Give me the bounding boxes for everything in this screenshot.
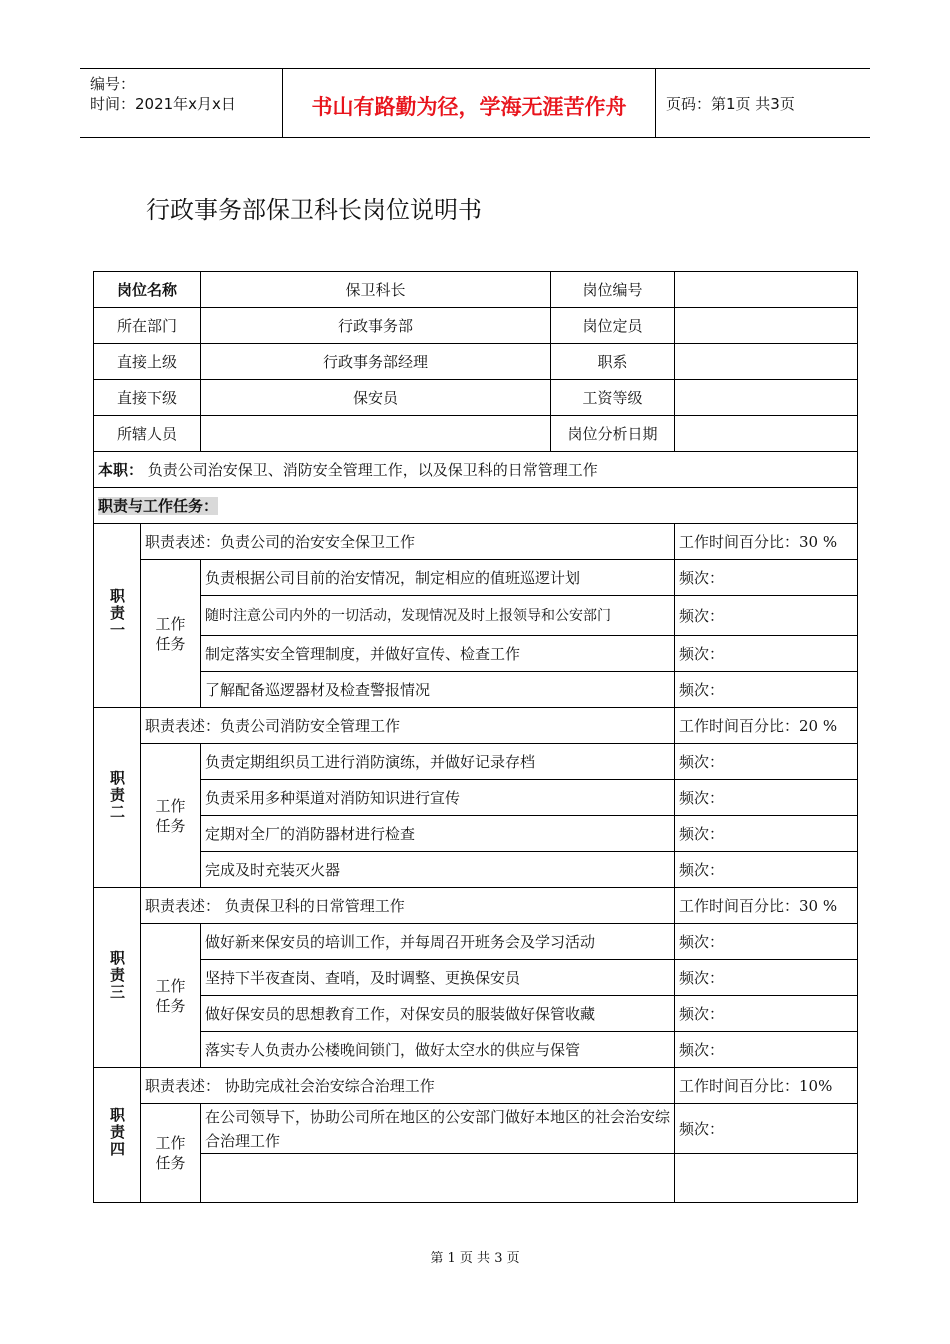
task-text: 在公司领导下，协助公司所在地区的公安部门做好本地区的社会治安综合治理工作: [201, 1104, 675, 1154]
task-text: [201, 1154, 675, 1203]
task-frequency-empty: [675, 1154, 858, 1203]
task-label: [141, 560, 201, 708]
info-row: [94, 416, 858, 452]
task-label: [141, 924, 201, 1068]
info-value: [675, 416, 858, 452]
task-row: [94, 780, 858, 816]
task-label-text: 工作任务: [155, 796, 186, 835]
info-key: 岗位分析日期: [551, 416, 675, 452]
task-frequency: 频次：: [675, 636, 858, 672]
resp-label: [94, 888, 141, 1068]
task-frequency: 频次：: [675, 780, 858, 816]
responsibilities-header-row: [94, 488, 858, 524]
page-title: 行政事务部保卫科长岗位说明书: [146, 196, 482, 224]
main-duty-text: 负责公司治安保卫、消防安全管理工作，以及保卫科的日常管理工作: [147, 461, 598, 479]
task-text: 做好新来保安员的培训工作，并每周召开班务会及学习活动: [201, 924, 675, 960]
resp-desc: 职责表述：负责公司消防安全管理工作: [141, 708, 675, 744]
task-row: [94, 1154, 858, 1203]
resp-label-text: 职责四: [108, 1107, 126, 1158]
task-frequency: 频次：: [675, 744, 858, 780]
info-value: [675, 308, 858, 344]
task-text: 落实专人负责办公楼晚间锁门，做好太空水的供应与保管: [201, 1032, 675, 1068]
resp-label-text: 职责三: [108, 949, 126, 1001]
task-text: 做好保安员的思想教育工作，对保安员的服装做好保管收藏: [201, 996, 675, 1032]
info-row: [94, 272, 858, 308]
task-label-text: 工作任务: [155, 614, 186, 653]
info-row: [94, 380, 858, 416]
task-text: 制定落实安全管理制度，并做好宣传、检查工作: [201, 636, 675, 672]
document-header: [80, 68, 870, 138]
task-frequency: 频次：: [675, 852, 858, 888]
task-row: [94, 816, 858, 852]
header-motto-cell: [283, 69, 656, 137]
task-frequency: 频次：: [675, 596, 858, 636]
info-key: 直接上级: [94, 344, 201, 380]
task-row: [94, 852, 858, 888]
task-text: 负责根据公司目前的治安情况，制定相应的值班巡逻计划: [201, 560, 675, 596]
task-row: [94, 560, 858, 596]
info-value: [675, 344, 858, 380]
resp-label: [94, 708, 141, 888]
resp-desc: 职责表述： 协助完成社会治安综合治理工作: [141, 1068, 675, 1104]
main-duty-cell: [94, 452, 858, 488]
page-footer: 第 1 页 共 3 页: [430, 1251, 520, 1266]
info-value: 保安员: [201, 380, 551, 416]
task-row: [94, 1032, 858, 1068]
resp-percent: 工作时间百分比：30 %: [675, 524, 858, 560]
info-key: 所辖人员: [94, 416, 201, 452]
code-label: 编号：: [90, 75, 136, 93]
time-label: 时间：2021年x月x日: [90, 95, 236, 113]
job-description-table: [93, 271, 858, 1203]
page-label: 页码：第1页 共3页: [666, 95, 795, 113]
task-row: [94, 672, 858, 708]
info-value: [201, 416, 551, 452]
info-key: 岗位定员: [551, 308, 675, 344]
info-key: 工资等级: [551, 380, 675, 416]
responsibilities-title: 职责与工作任务：: [98, 497, 219, 515]
info-key: 所在部门: [94, 308, 201, 344]
resp-desc: 职责表述：负责公司的治安安全保卫工作: [141, 524, 675, 560]
task-frequency: 频次：: [675, 996, 858, 1032]
task-text: 负责定期组织员工进行消防演练，并做好记录存档: [201, 744, 675, 780]
task-text: 定期对全厂的消防器材进行检查: [201, 816, 675, 852]
task-text: 完成及时充装灭火器: [201, 852, 675, 888]
responsibilities-header-cell: [94, 488, 858, 524]
resp-desc-row: [94, 524, 858, 560]
task-label: [141, 744, 201, 888]
task-text: 坚持下半夜查岗、查哨，及时调整、更换保安员: [201, 960, 675, 996]
resp-label-text: 职责二: [108, 769, 126, 821]
info-value: [675, 272, 858, 308]
task-row: [94, 744, 858, 780]
info-value: 保卫科长: [201, 272, 551, 308]
info-key: 岗位编号: [551, 272, 675, 308]
resp-desc-row: [94, 1068, 858, 1104]
task-frequency: 频次：: [675, 560, 858, 596]
resp-desc-row: [94, 708, 858, 744]
task-label: [141, 1104, 201, 1203]
resp-desc: 职责表述： 负责保卫科的日常管理工作: [141, 888, 675, 924]
task-text: 随时注意公司内外的一切活动，发现情况及时上报领导和公安部门: [201, 596, 675, 636]
resp-percent: 工作时间百分比：30 %: [675, 888, 858, 924]
resp-label: [94, 1068, 141, 1203]
info-value: 行政事务部: [201, 308, 551, 344]
task-frequency: 频次：: [675, 1104, 858, 1154]
task-frequency: 频次：: [675, 672, 858, 708]
task-label-text: 工作任务: [155, 976, 186, 1015]
resp-percent: 工作时间百分比：20 %: [675, 708, 858, 744]
resp-desc-row: [94, 888, 858, 924]
task-row: [94, 996, 858, 1032]
resp-label: [94, 524, 141, 708]
task-frequency: 频次：: [675, 960, 858, 996]
task-label-text: 工作任务: [155, 1134, 186, 1172]
motto: 书山有路勤为径，学海无涯苦作舟: [311, 95, 627, 119]
task-frequency: 频次：: [675, 816, 858, 852]
info-key: 岗位名称: [94, 272, 201, 308]
info-key: 职系: [551, 344, 675, 380]
header-page-cell: [656, 69, 870, 137]
main-duty-label: 本职：: [98, 461, 144, 479]
info-row: [94, 344, 858, 380]
task-row: [94, 924, 858, 960]
info-value: 行政事务部经理: [201, 344, 551, 380]
info-key: 直接下级: [94, 380, 201, 416]
task-row: [94, 596, 858, 636]
task-row: [94, 1104, 858, 1154]
task-row: [94, 636, 858, 672]
task-frequency: 频次：: [675, 1032, 858, 1068]
task-text: 了解配备巡逻器材及检查警报情况: [201, 672, 675, 708]
resp-percent: 工作时间百分比：10%: [675, 1068, 858, 1104]
task-frequency: 频次：: [675, 924, 858, 960]
main-duty-row: [94, 452, 858, 488]
info-row: [94, 308, 858, 344]
info-value: [675, 380, 858, 416]
task-text: 负责采用多种渠道对消防知识进行宣传: [201, 780, 675, 816]
header-meta-cell: [80, 69, 283, 137]
task-row: [94, 960, 858, 996]
resp-label-text: 职责一: [108, 587, 126, 639]
